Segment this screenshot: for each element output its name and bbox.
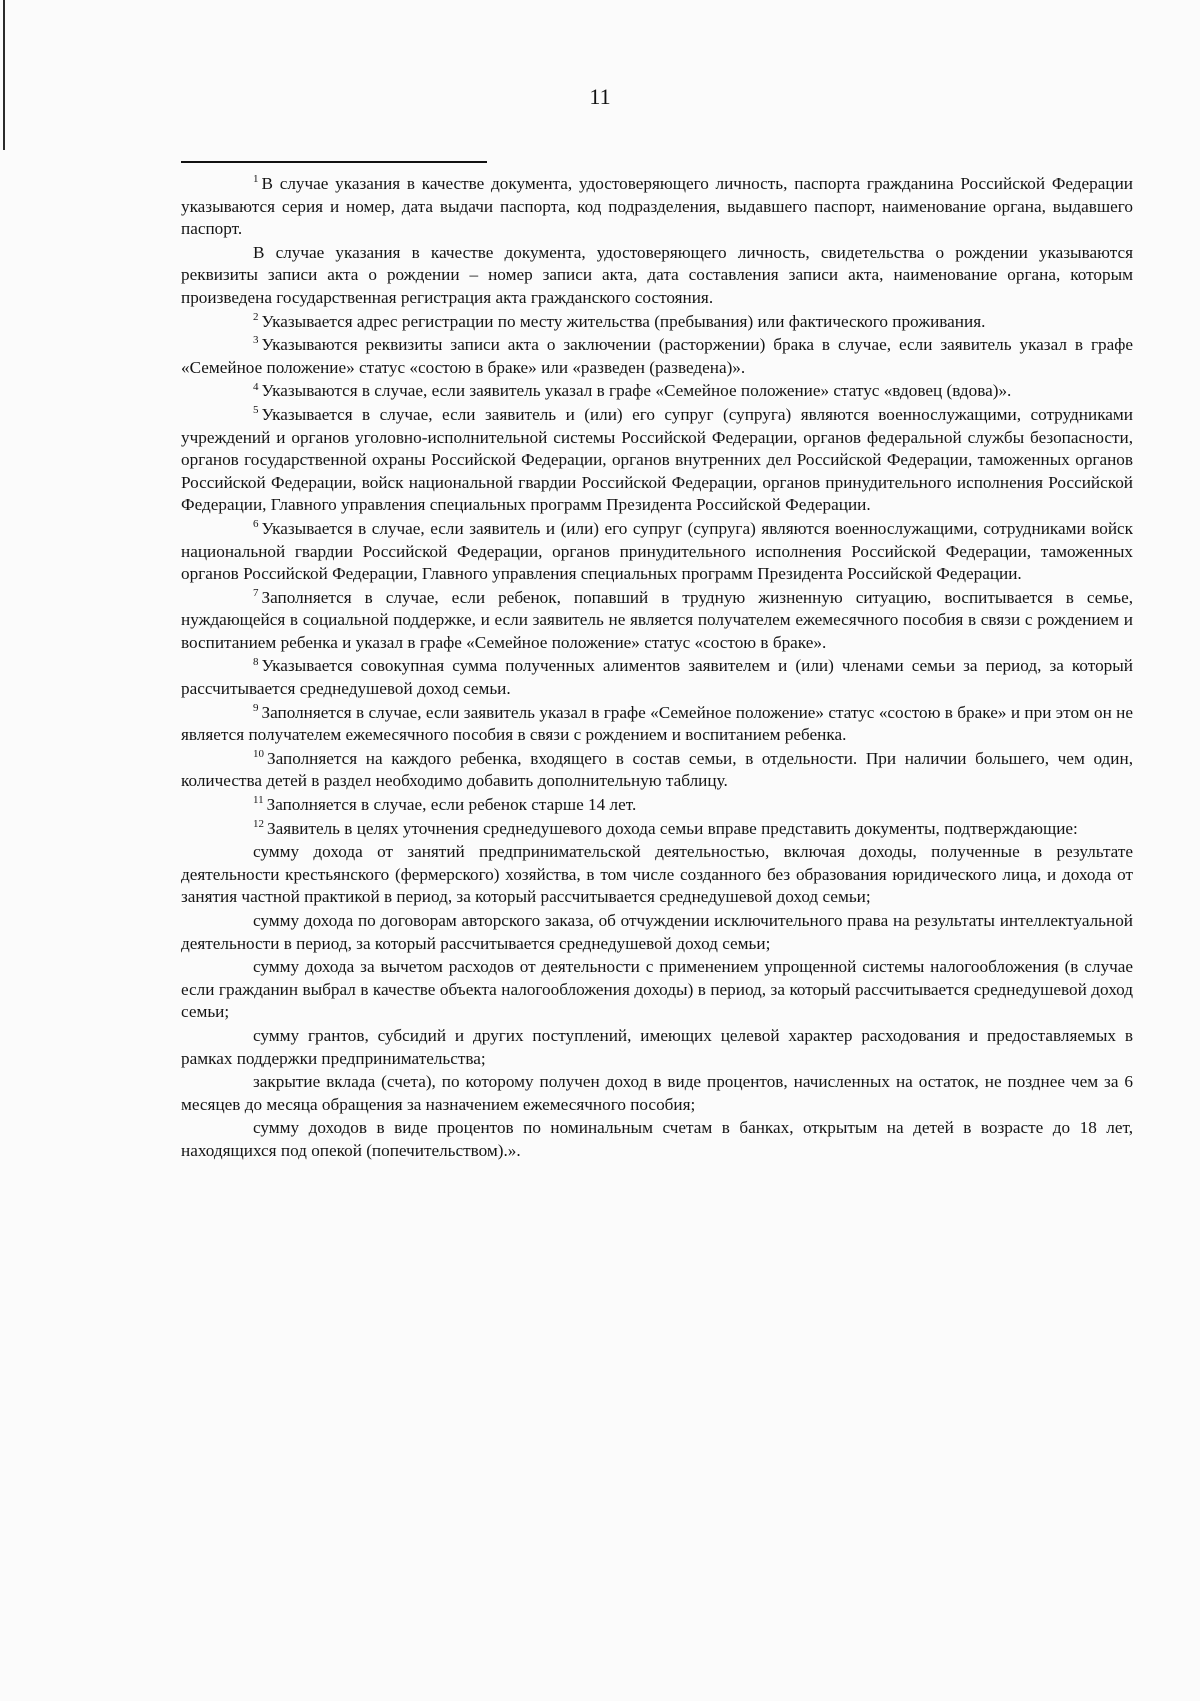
footnote-text: Указываются реквизиты записи акта о заключении (расторжении) брака в случае, если заявитель указал в графе «Семейное положение» статус «состою в браке» или «разведен (разведена)». bbox=[181, 335, 1133, 377]
footnote-text: сумму доходов в виде процентов по номинальным счетам в банках, открытым на детей в возрасте до 18 лет, находящихся под опекой (попечительством).». bbox=[181, 1118, 1133, 1160]
footnote-3 bbox=[181, 334, 1133, 379]
footnote-1-continuation bbox=[181, 242, 1133, 310]
footnote-mark: 6 bbox=[253, 518, 259, 531]
footnote-mark: 11 bbox=[253, 794, 264, 807]
footnote-text: Заполняется на каждого ребенка, входящего в состав семьи, в отдельности. При наличии большего, чем один, количества детей в раздел необходимо добавить дополнительную таблицу. bbox=[181, 748, 1133, 791]
footnote-text: Заполняется в случае, если заявитель указал в графе «Семейное положение» статус «состою в браке» и при этом он не является получателем ежемесячного пособия в связи с рождением и воспитанием ребенка. bbox=[181, 702, 1133, 745]
footnote-mark: 10 bbox=[253, 748, 264, 761]
footnote-text: Указывается в случае, если заявитель и (или) его супруг (супруга) являются военнослужащими, сотрудниками войск национальной гвардии Российской Федерации, органов принудительного исполнения Российской Федерации, таможенных органов Российской Федерации, Главного управления специальных программ Президента Российской Федерации. bbox=[181, 518, 1133, 584]
footnote-12-item bbox=[181, 956, 1133, 1024]
footnote-text: Указываются в случае, если заявитель указал в графе «Семейное положение» статус «вдовец (вдова)». bbox=[261, 381, 1012, 401]
footnote-text: Указывается в случае, если заявитель и (или) его супруг (супруга) являются военнослужащими, сотрудниками учреждений и органов уголовно-исполнительной системы Российской Федерации, органов федеральной службы безопасности, органов государственной охраны Российской Федерации, органов внутренних дел Российской Федерации, таможенных органов Российской Федерации, войск национальной гвардии Российской Федерации, органов принудительного исполнения Российской Федерации, Главного управления специальных программ Президента Российской Федерации. bbox=[181, 404, 1133, 515]
footnote-10 bbox=[181, 748, 1133, 793]
footnote-mark: 3 bbox=[253, 334, 259, 347]
footnote-mark: 8 bbox=[253, 655, 259, 668]
footnote-text: сумму дохода за вычетом расходов от деятельности с применением упрощенной системы налогообложения (в случае если гражданин выбрал в качестве объекта налогообложения доходы) в период, за который рассчитывается среднедушевой доход семьи; bbox=[181, 957, 1133, 1022]
page-number: 11 bbox=[589, 84, 611, 109]
footnote-text: Указывается адрес регистрации по месту жительства (пребывания) или фактического проживания. bbox=[261, 311, 986, 331]
footnote-mark: 12 bbox=[253, 817, 264, 830]
footnote-text: Заявитель в целях уточнения среднедушевого дохода семьи вправе представить документы, подтверждающие: bbox=[267, 818, 1078, 838]
footnote-12-item bbox=[181, 1117, 1133, 1162]
footnote-6 bbox=[181, 518, 1133, 586]
footnote-text: Заполняется в случае, если ребенок, попавший в трудную жизненную ситуацию, воспитывается в семье, нуждающейся в социальной поддержке, и если заявитель не является получателем ежемесячного пособия в связи с рождением и воспитанием ребенка и указал в графе «Семейное положение» статус «состою в браке». bbox=[181, 587, 1133, 652]
footnote-mark: 5 bbox=[253, 404, 259, 417]
footnote-text: Заполняется в случае, если ребенок старше 14 лет. bbox=[266, 795, 637, 815]
footnote-text: сумму грантов, субсидий и других поступлений, имеющих целевой характер расходования и предоставляемых в рамках поддержки предпринимательства; bbox=[181, 1025, 1133, 1068]
footnote-separator bbox=[181, 161, 487, 163]
footnote-12-item bbox=[181, 910, 1133, 955]
footnote-12-item bbox=[181, 1071, 1133, 1116]
footnote-text: В случае указания в качестве документа, удостоверяющего личность, паспорта гражданина Российской Федерации указываются серия и номер, дата выдачи паспорта, код подразделения, выдавшего паспорт, наименование органа, выдавшего паспорт. bbox=[181, 174, 1133, 239]
footnote-7 bbox=[181, 587, 1133, 655]
footnote-8 bbox=[181, 655, 1133, 700]
footnote-12-item bbox=[181, 841, 1133, 909]
footnote-text: сумму дохода по договорам авторского заказа, об отчуждении исключительного права на результаты интеллектуальной деятельности в период, за который рассчитывается среднедушевой доход семьи; bbox=[181, 911, 1133, 953]
footnote-mark: 9 bbox=[253, 701, 259, 714]
footnote-4 bbox=[181, 380, 1133, 403]
footnote-12 bbox=[181, 818, 1133, 841]
footnote-5 bbox=[181, 404, 1133, 517]
footnote-text: Указывается совокупная сумма полученных алиментов заявителем и (или) членами семьи за период, за который рассчитывается среднедушевой доход семьи. bbox=[181, 656, 1133, 699]
footnote-2 bbox=[181, 311, 1133, 334]
scan-edge-line bbox=[3, 0, 5, 150]
footnote-text: В случае указания в качестве документа, удостоверяющего личность, свидетельства о рождении указываются реквизиты записи акта о рождении – номер записи акта, дата составления записи акта, наименование органа, которым произведена государственная регистрация акта гражданского состояния. bbox=[181, 242, 1133, 307]
footnote-mark: 1 bbox=[253, 173, 259, 186]
footnote-mark: 7 bbox=[253, 586, 259, 599]
footnote-9 bbox=[181, 702, 1133, 747]
footnote-mark: 2 bbox=[253, 310, 259, 323]
footnote-1 bbox=[181, 173, 1133, 241]
footnote-12-item bbox=[181, 1025, 1133, 1070]
footnote-mark: 4 bbox=[253, 380, 259, 393]
footnote-text: закрытие вклада (счета), по которому получен доход в виде процентов, начисленных на остаток, не позднее чем за 6 месяцев до месяца обращения за назначением ежемесячного пособия; bbox=[181, 1072, 1133, 1114]
footnote-text: сумму дохода от занятий предпринимательской деятельностью, включая доходы, полученные в результате деятельности крестьянского (фермерского) хозяйства, в том числе созданного без образования юридического лица, и дохода от занятия частной практикой в период, за который рассчитывается среднедушевой доход семьи; bbox=[181, 842, 1133, 907]
footnotes-section bbox=[181, 173, 1133, 1164]
footnote-11 bbox=[181, 794, 1133, 817]
